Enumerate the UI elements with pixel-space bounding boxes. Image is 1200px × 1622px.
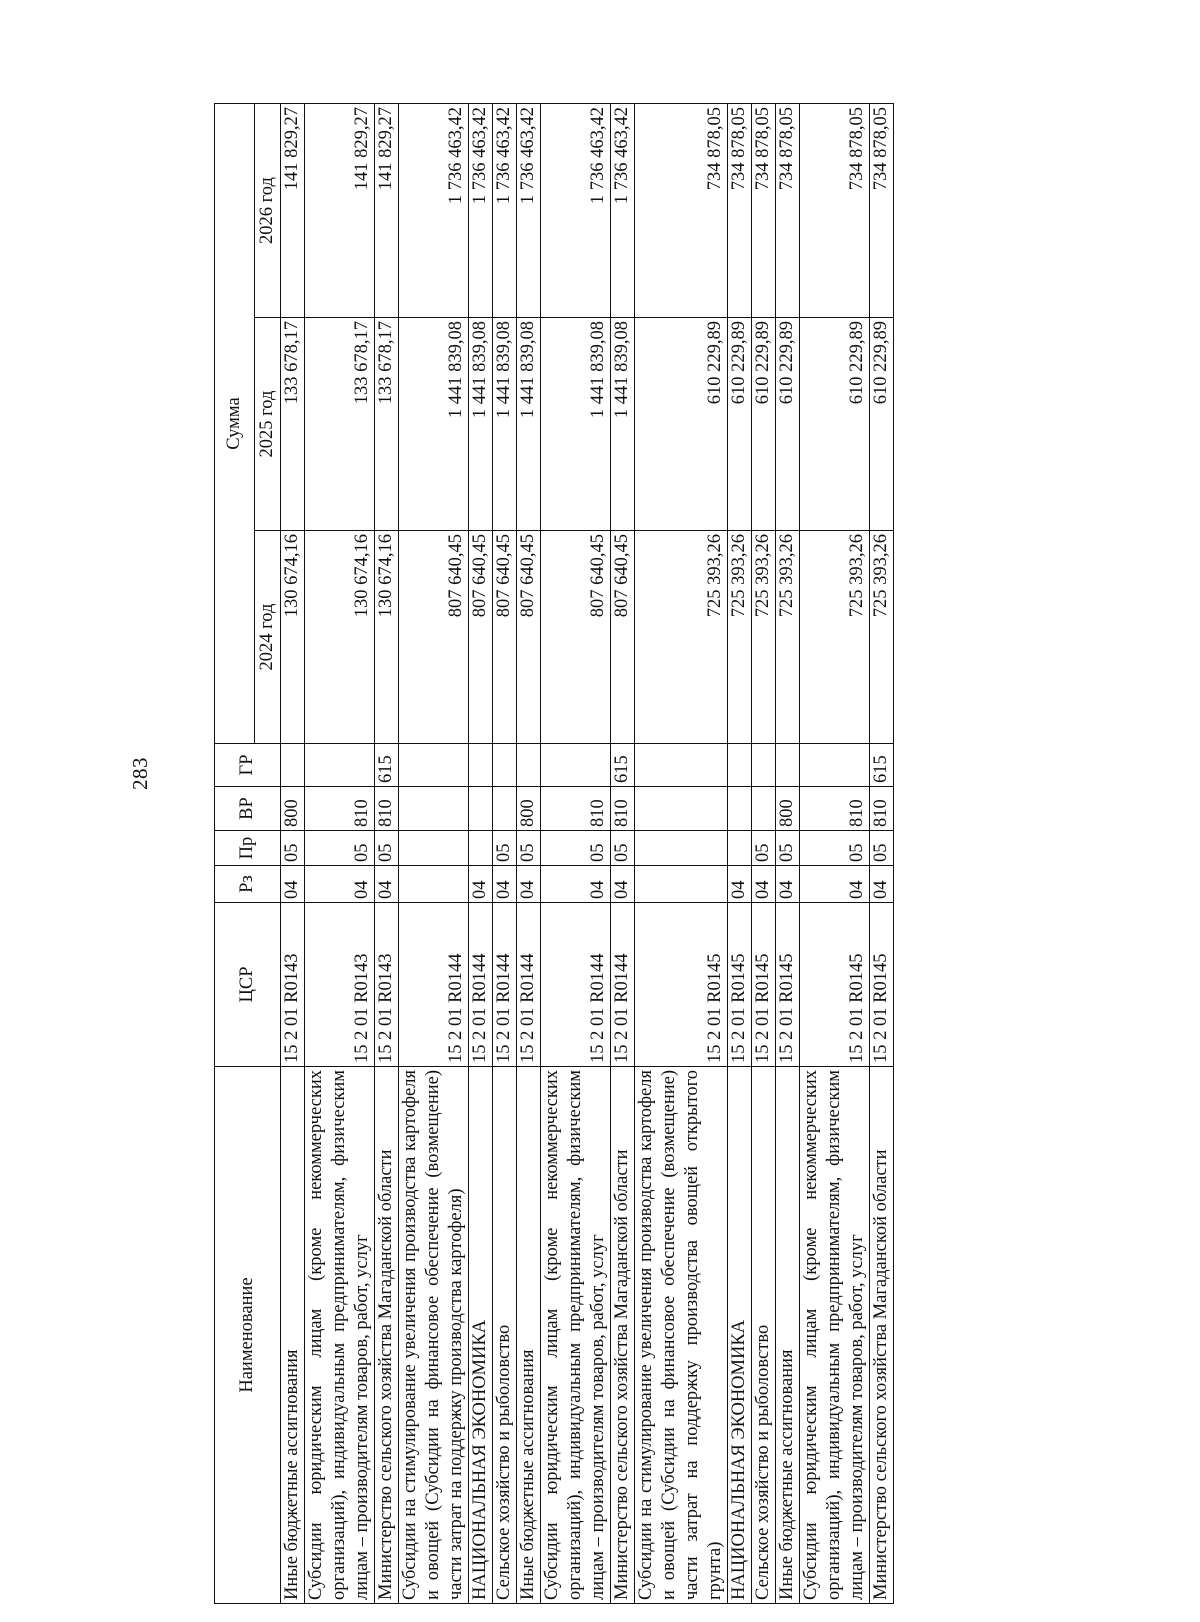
row-name: Министерство сельского хозяйства Магаданской области — [611, 1067, 635, 1604]
table-row — [800, 104, 870, 1604]
row-gr — [469, 744, 493, 787]
row-vr: 810 — [375, 787, 399, 831]
header-sum: Сумма — [215, 104, 255, 744]
row-rz: 04 — [493, 866, 517, 903]
row-name: НАЦИОНАЛЬНАЯ ЭКОНОМИКА — [728, 1067, 752, 1604]
row-pr — [469, 831, 493, 866]
row-gr — [517, 744, 541, 787]
row-amount-2026: 1 736 463,42 — [541, 104, 611, 318]
row-csr: 15 2 01 R0145 — [635, 903, 728, 1067]
row-amount-2024: 725 393,26 — [800, 531, 870, 744]
row-amount-2026: 1 736 463,42 — [611, 104, 635, 318]
row-pr — [399, 831, 469, 866]
row-csr: 15 2 01 R0145 — [776, 903, 800, 1067]
row-name: Иные бюджетные ассигнования — [776, 1067, 800, 1604]
row-gr: 615 — [611, 744, 635, 787]
row-amount-2026: 1 736 463,42 — [399, 104, 469, 318]
row-amount-2024: 807 640,45 — [611, 531, 635, 744]
row-rz: 04 — [776, 866, 800, 903]
row-amount-2025: 1 441 839,08 — [517, 318, 541, 531]
table-row — [776, 104, 800, 1604]
table-row — [469, 104, 493, 1604]
table-row — [281, 104, 305, 1604]
row-csr: 15 2 01 R0145 — [752, 903, 776, 1067]
table-row — [728, 104, 752, 1604]
row-vr: 800 — [517, 787, 541, 831]
table-row — [541, 104, 611, 1604]
row-rz: 04 — [870, 866, 894, 903]
row-amount-2026: 141 829,27 — [281, 104, 305, 318]
table-row — [752, 104, 776, 1604]
row-rz: 04 — [469, 866, 493, 903]
row-amount-2026: 1 736 463,42 — [517, 104, 541, 318]
table-row — [517, 104, 541, 1604]
row-pr: 05 — [870, 831, 894, 866]
row-name: Иные бюджетные ассигнования — [281, 1067, 305, 1604]
row-gr — [281, 744, 305, 787]
table-row — [611, 104, 635, 1604]
header-pr: Пр — [215, 831, 281, 866]
row-csr: 15 2 01 R0143 — [305, 903, 375, 1067]
row-amount-2024: 807 640,45 — [541, 531, 611, 744]
row-vr: 810 — [870, 787, 894, 831]
row-vr — [635, 787, 728, 831]
row-gr — [541, 744, 611, 787]
row-pr: 05 — [611, 831, 635, 866]
row-gr — [752, 744, 776, 787]
row-amount-2026: 734 878,05 — [635, 104, 728, 318]
row-amount-2025: 1 441 839,08 — [611, 318, 635, 531]
header-2025: 2025 год — [255, 318, 281, 531]
row-amount-2025: 1 441 839,08 — [493, 318, 517, 531]
row-pr: 05 — [800, 831, 870, 866]
header-name: Наименование — [215, 1067, 281, 1604]
row-gr — [305, 744, 375, 787]
header-rz: Рз — [215, 866, 281, 903]
budget-table — [214, 103, 894, 1604]
row-vr: 800 — [776, 787, 800, 831]
row-pr: 05 — [375, 831, 399, 866]
row-csr: 15 2 01 R0143 — [281, 903, 305, 1067]
row-csr: 15 2 01 R0144 — [469, 903, 493, 1067]
row-rz — [399, 866, 469, 903]
row-name: Субсидии на стимулирование увеличения производства картофеля и овощей (Субсидии на финансовое обеспечение (возмещение) части затрат на поддержку производства картофеля) — [399, 1067, 469, 1604]
row-amount-2025: 610 229,89 — [870, 318, 894, 531]
row-vr — [728, 787, 752, 831]
row-amount-2026: 734 878,05 — [800, 104, 870, 318]
row-pr — [728, 831, 752, 866]
row-csr: 15 2 01 R0145 — [870, 903, 894, 1067]
row-amount-2025: 1 441 839,08 — [469, 318, 493, 531]
row-gr — [493, 744, 517, 787]
row-amount-2024: 725 393,26 — [776, 531, 800, 744]
row-csr: 15 2 01 R0144 — [541, 903, 611, 1067]
row-pr: 05 — [752, 831, 776, 866]
header-vr: ВР — [215, 787, 281, 831]
table-row — [375, 104, 399, 1604]
row-gr — [635, 744, 728, 787]
row-rz: 04 — [800, 866, 870, 903]
row-amount-2024: 807 640,45 — [493, 531, 517, 744]
row-amount-2024: 725 393,26 — [635, 531, 728, 744]
row-name: Сельское хозяйство и рыболовство — [752, 1067, 776, 1604]
table-row — [870, 104, 894, 1604]
row-amount-2024: 725 393,26 — [752, 531, 776, 744]
row-amount-2026: 734 878,05 — [776, 104, 800, 318]
row-name: Министерство сельского хозяйства Магаданской области — [375, 1067, 399, 1604]
row-amount-2025: 1 441 839,08 — [541, 318, 611, 531]
row-amount-2024: 725 393,26 — [728, 531, 752, 744]
row-amount-2025: 133 678,17 — [281, 318, 305, 531]
row-amount-2026: 141 829,27 — [375, 104, 399, 318]
row-vr — [752, 787, 776, 831]
row-pr: 05 — [776, 831, 800, 866]
row-csr: 15 2 01 R0144 — [493, 903, 517, 1067]
row-amount-2025: 133 678,17 — [375, 318, 399, 531]
row-name: НАЦИОНАЛЬНАЯ ЭКОНОМИКА — [469, 1067, 493, 1604]
row-csr: 15 2 01 R0145 — [800, 903, 870, 1067]
row-amount-2024: 807 640,45 — [469, 531, 493, 744]
header-2026: 2026 год — [255, 104, 281, 318]
row-name: Субсидии юридическим лицам (кроме некоммерческих организаций), индивидуальным предпринимателям, физическим лицам – производителям товаров, работ, услуг — [541, 1067, 611, 1604]
row-vr: 810 — [800, 787, 870, 831]
row-rz: 04 — [752, 866, 776, 903]
table-body — [281, 104, 894, 1604]
rotated-table-container — [214, 104, 970, 1604]
row-pr — [635, 831, 728, 866]
row-vr: 800 — [281, 787, 305, 831]
row-csr: 15 2 01 R0144 — [517, 903, 541, 1067]
row-amount-2025: 610 229,89 — [635, 318, 728, 531]
header-2024: 2024 год — [255, 531, 281, 744]
row-gr — [728, 744, 752, 787]
row-amount-2026: 734 878,05 — [728, 104, 752, 318]
row-name: Субсидии юридическим лицам (кроме некоммерческих организаций), индивидуальным предпринимателям, физическим лицам – производителям товаров, работ, услуг — [305, 1067, 375, 1604]
row-amount-2024: 807 640,45 — [517, 531, 541, 744]
row-name: Сельское хозяйство и рыболовство — [493, 1067, 517, 1604]
row-vr: 810 — [305, 787, 375, 831]
row-amount-2024: 130 674,16 — [305, 531, 375, 744]
row-amount-2026: 1 736 463,42 — [469, 104, 493, 318]
row-rz — [635, 866, 728, 903]
row-csr: 15 2 01 R0145 — [728, 903, 752, 1067]
table-row — [399, 104, 469, 1604]
row-amount-2025: 610 229,89 — [752, 318, 776, 531]
row-gr — [776, 744, 800, 787]
row-amount-2025: 610 229,89 — [800, 318, 870, 531]
row-gr: 615 — [375, 744, 399, 787]
row-rz: 04 — [305, 866, 375, 903]
table-row — [635, 104, 728, 1604]
row-vr: 810 — [541, 787, 611, 831]
row-rz: 04 — [517, 866, 541, 903]
row-csr: 15 2 01 R0143 — [375, 903, 399, 1067]
row-rz: 04 — [541, 866, 611, 903]
row-rz: 04 — [611, 866, 635, 903]
row-vr: 810 — [611, 787, 635, 831]
row-amount-2026: 141 829,27 — [305, 104, 375, 318]
row-amount-2025: 1 441 839,08 — [399, 318, 469, 531]
row-pr: 05 — [493, 831, 517, 866]
row-csr: 15 2 01 R0144 — [399, 903, 469, 1067]
row-gr — [800, 744, 870, 787]
row-amount-2025: 133 678,17 — [305, 318, 375, 531]
row-amount-2024: 130 674,16 — [281, 531, 305, 744]
row-rz: 04 — [728, 866, 752, 903]
row-amount-2025: 610 229,89 — [776, 318, 800, 531]
row-name: Иные бюджетные ассигнования — [517, 1067, 541, 1604]
row-amount-2026: 1 736 463,42 — [493, 104, 517, 318]
page-number: 283 — [128, 757, 152, 790]
row-amount-2024: 807 640,45 — [399, 531, 469, 744]
row-amount-2026: 734 878,05 — [752, 104, 776, 318]
row-name: Субсидии на стимулирование увеличения производства картофеля и овощей (Субсидии на финансовое обеспечение (возмещение) части затрат на поддержку производства овощей открытого грунта) — [635, 1067, 728, 1604]
row-name: Министерство сельского хозяйства Магаданской области — [870, 1067, 894, 1604]
row-name: Субсидии юридическим лицам (кроме некоммерческих организаций), индивидуальным предпринимателям, физическим лицам – производителям товаров, работ, услуг — [800, 1067, 870, 1604]
row-vr — [493, 787, 517, 831]
table-row — [305, 104, 375, 1604]
row-amount-2024: 130 674,16 — [375, 531, 399, 744]
row-vr — [469, 787, 493, 831]
table-row — [493, 104, 517, 1604]
row-rz: 04 — [281, 866, 305, 903]
row-amount-2026: 734 878,05 — [870, 104, 894, 318]
header-row-top — [215, 104, 255, 1604]
row-gr — [399, 744, 469, 787]
row-pr: 05 — [541, 831, 611, 866]
header-gr: ГР — [215, 744, 281, 787]
row-pr: 05 — [281, 831, 305, 866]
row-gr: 615 — [870, 744, 894, 787]
row-vr — [399, 787, 469, 831]
header-csr: ЦСР — [215, 903, 281, 1067]
row-csr: 15 2 01 R0144 — [611, 903, 635, 1067]
row-amount-2025: 610 229,89 — [728, 318, 752, 531]
row-amount-2024: 725 393,26 — [870, 531, 894, 744]
row-rz: 04 — [375, 866, 399, 903]
row-pr: 05 — [517, 831, 541, 866]
row-pr: 05 — [305, 831, 375, 866]
